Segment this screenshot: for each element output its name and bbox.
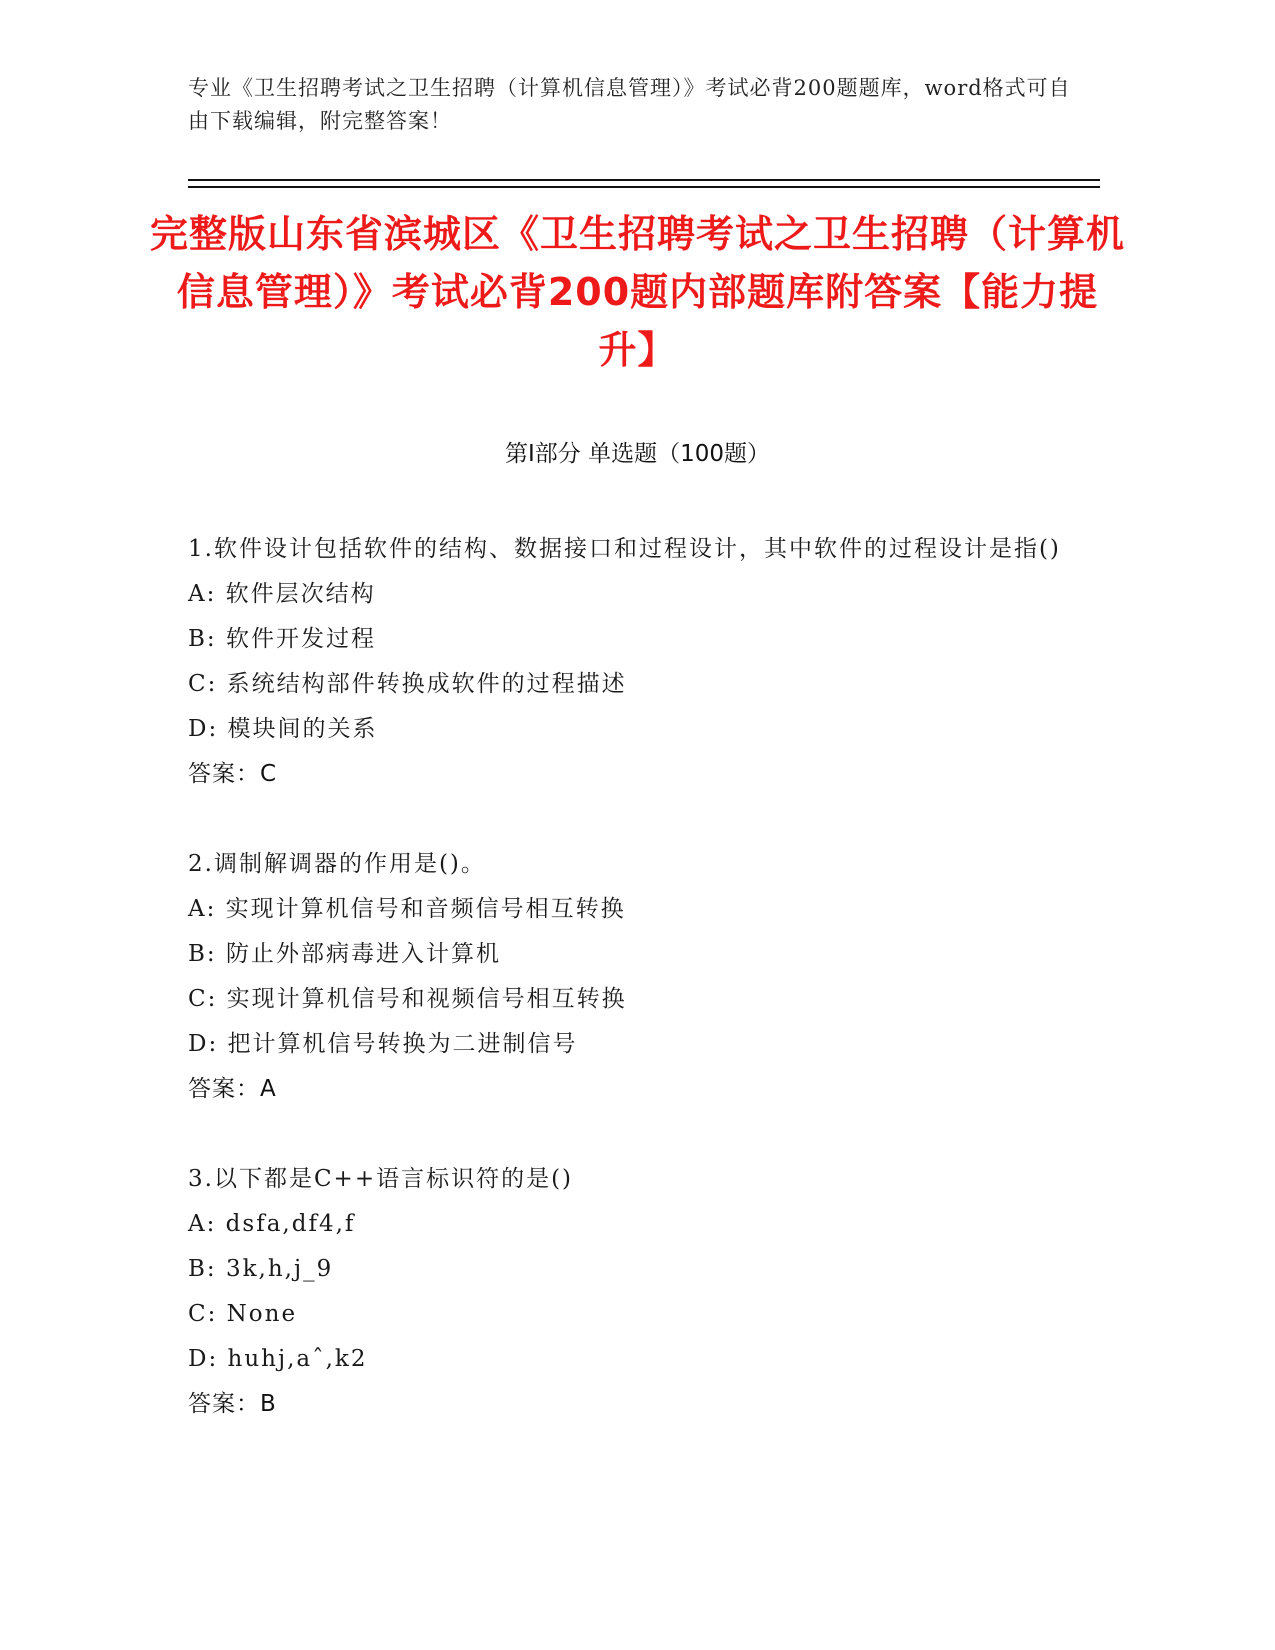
header-divider-bottom xyxy=(188,186,1100,188)
header-note: 专业《卫生招聘考试之卫生招聘（计算机信息管理）》考试必背200题题库，word格式可自由下载编辑，附完整答案！ xyxy=(188,76,1071,133)
question-stem: 2.调制解调器的作用是()。 xyxy=(188,851,486,877)
answer: 答案：A xyxy=(188,1076,277,1102)
option-c: C: None xyxy=(188,1301,298,1327)
option-c: C: 实现计算机信号和视频信号相互转换 xyxy=(188,986,627,1012)
option-a: A: 软件层次结构 xyxy=(188,581,376,607)
option-d: D: huhj,aˆ,k2 xyxy=(188,1346,368,1372)
question-item xyxy=(188,527,1068,797)
document-title: 完整版山东省滨城区《卫生招聘考试之卫生招聘（计算机信息管理）》考试必背200题内部题库附答案【能力提升】 xyxy=(150,212,1126,372)
question-stem: 3.以下都是C++语言标识符的是() xyxy=(188,1166,574,1192)
option-a: A: dsfa,df4,f xyxy=(188,1211,356,1237)
option-b: B: 软件开发过程 xyxy=(188,626,376,652)
option-b: B: 防止外部病毒进入计算机 xyxy=(188,941,501,967)
option-d: D: 模块间的关系 xyxy=(188,716,378,742)
option-c: C: 系统结构部件转换成软件的过程描述 xyxy=(188,671,627,697)
question-item xyxy=(188,842,1068,1112)
answer: 答案：B xyxy=(188,1391,277,1417)
header-divider-top xyxy=(188,179,1100,181)
option-a: A: 实现计算机信号和音频信号相互转换 xyxy=(188,896,626,922)
section-title: 第Ⅰ部分 单选题（100题） xyxy=(505,441,770,467)
question-stem: 1.软件设计包括软件的结构、数据接口和过程设计，其中软件的过程设计是指() xyxy=(188,536,1061,562)
answer: 答案：C xyxy=(188,761,278,787)
option-b: B: 3k,h,j_9 xyxy=(188,1256,334,1282)
question-item xyxy=(188,1157,1068,1427)
question-list xyxy=(188,527,1068,1472)
option-d: D: 把计算机信号转换为二进制信号 xyxy=(188,1031,578,1057)
